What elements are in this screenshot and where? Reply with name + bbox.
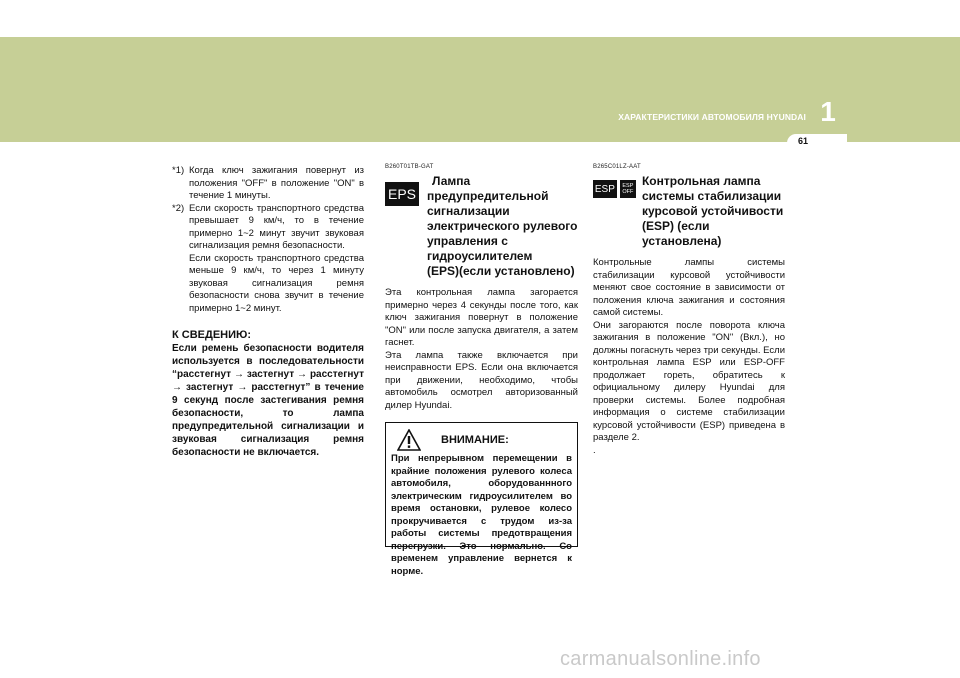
section-number: 1 [820,96,836,127]
esp-off-line2: OFF [622,189,634,195]
heading-line: системы стабилизации [641,189,782,203]
heading-line: курсовой устойчивости [641,204,784,218]
footnote-text: Если скорость транспортного средства меньше 9 км/ч, то через 1 минуту звуковая сигнализация ремня безопасности снова звучит в течение примерно 1~2 минут. [189,252,364,314]
warning-triangle-icon [397,429,421,451]
footnote-1 [172,165,364,203]
esp-off-indicator-icon [620,180,636,198]
heading-line: Контрольная лампа [641,174,761,188]
eps-indicator-icon: EPS [385,182,419,206]
section-code: B265C01LZ-AAT [593,164,641,170]
footnote-mark: *1) [172,165,185,176]
heading-line: (EPS)(если установлено) [427,264,575,278]
warning-text: При непрерывном перемещении в крайние положения рулевого колеса автомобиля, оборудованнного электрическим гидроусилителем во время остановки, рулевое колесо прокручивается с трудом из-за работы системы предотвращения перегрузки. Это нормально. Со временем управление вернется к норме. [391,453,572,577]
column-right [593,164,785,457]
esp-heading [642,174,785,249]
heading-line: сигнализации [427,204,510,218]
caution-text: Если ремень безопасности водителя используется в последовательности “расстегнут → застегнут → расстегнут → застегнут → расстегнут” в течение 9 секунд после застегивания ремня безопасности, то лампа предупредительной сигнализации и звуковая сигнализация ремня безопасности не включается. [172,343,364,458]
esp-body-text: Контрольные лампы системы стабилизации курсовой устойчивости меняют свое состояние в зависимости от положения ключа зажигания и состояния самой системы. Они загораются после поворота ключа зажигания в положение "ON" (Вкл.), но должны погаснуть через три секунды. Если контрольная лампа ESP или ESP-OFF продолжает гореть, обратитесь к официальному дилеру Hyundai для проверки системы. Более подробная информация о системе стабилизации курсовой устойчивости (ESP) приведена в разделе 2. . [593,257,785,456]
footnote-mark [172,253,189,316]
footnote-text: Когда ключ зажигания повернут из положения "OFF" в положение "ON" в течение 1 минуты. [189,165,364,201]
heading-line: предупредительной [427,189,549,203]
page-number: 61 [797,136,808,146]
column-left [172,165,364,459]
section-title: ХАРАКТЕРИСТИКИ АВТОМОБИЛЯ HYUNDAI [618,112,806,122]
heading-line: электрического рулевого [427,219,578,233]
footnote-2 [172,203,364,253]
eps-heading [427,174,577,279]
section-code: B260T01TB-GAT [385,164,434,170]
heading-line: гидроусилителем [427,249,533,263]
esp-heading-block [593,174,785,249]
esp-indicator-icon: ESP [593,180,617,198]
warning-header [391,429,572,451]
eps-heading-block [385,174,578,279]
esp-off-line1: ESP [622,183,634,189]
warning-box [385,422,578,577]
watermark: carmanualsonline.info [560,648,761,670]
warning-title: ВНИМАНИЕ: [441,434,509,446]
footnote-2-continued [172,253,364,316]
footnote-mark: *2) [172,202,185,214]
caution-title: К СВЕДЕНИЮ: [172,329,252,341]
heading-line: Лампа [432,174,471,188]
heading-line: управления с [427,234,508,248]
footnote-text: Если скорость транспортного средства превышает 9 км/ч, то в течение примерно 1~2 минут звучит звуковая сигнализация ремня безопасности. [189,202,364,251]
eps-body-text: Эта контрольная лампа загорается примерно через 4 секунды после того, как ключ зажигания повернут в положение "ON" или после запуска двигателя, а затем гаснет. Эта лампа также включается при неисправности EPS. Если она включается при движении, необходимо, чтобы автомобиль осмотрел авторизованный дилер Hyundai. [385,287,578,411]
heading-line: (ESP) (если установлена) [641,219,722,248]
column-middle [385,164,578,412]
